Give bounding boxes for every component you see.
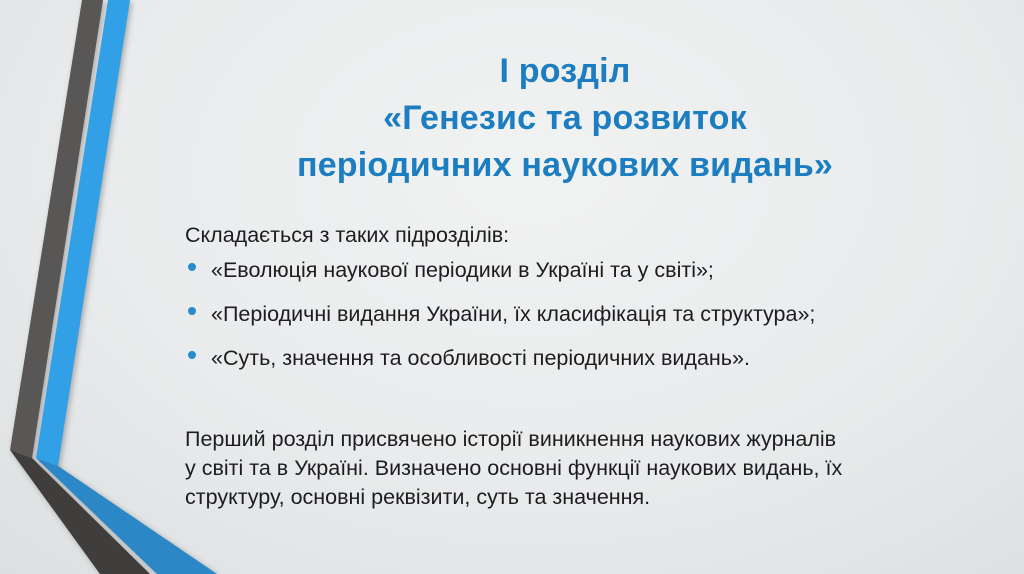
slide-title bbox=[170, 48, 960, 189]
bullet-dot-icon bbox=[188, 263, 196, 271]
bullet-item-text: «Суть, значення та особливості періодичних видань». bbox=[211, 345, 750, 370]
bullet-dot-icon bbox=[188, 307, 196, 315]
ribbon-gray-lower-stripe bbox=[10, 450, 150, 574]
bullet-item-text: «Періодичні видання України, їх класифікація та структура»; bbox=[211, 301, 816, 326]
summary-paragraph-line: структуру, основні реквізити, суть та значення. bbox=[185, 485, 651, 509]
list-item bbox=[185, 336, 965, 380]
slide-title-line: періодичних наукових видань» bbox=[296, 146, 834, 184]
bullet-dot-icon bbox=[188, 351, 196, 359]
list-item bbox=[185, 248, 965, 292]
slide-title-line: І розділ bbox=[499, 52, 631, 90]
bullet-list bbox=[185, 248, 965, 380]
summary-paragraph-line: у світі та в Україні. Визначено основні функції наукових видань, їх bbox=[185, 456, 843, 480]
bullet-item-text: «Еволюція наукової періодики в Україні та у світі»; bbox=[211, 257, 714, 282]
intro-text: Складається з таких підрозділів: bbox=[185, 223, 510, 247]
summary-paragraph bbox=[185, 425, 842, 512]
summary-paragraph-line: Перший розділ присвячено історії виникнення наукових журналів bbox=[185, 427, 837, 451]
slide-title-line: «Генезис та розвиток bbox=[383, 99, 747, 137]
list-item bbox=[185, 292, 965, 336]
